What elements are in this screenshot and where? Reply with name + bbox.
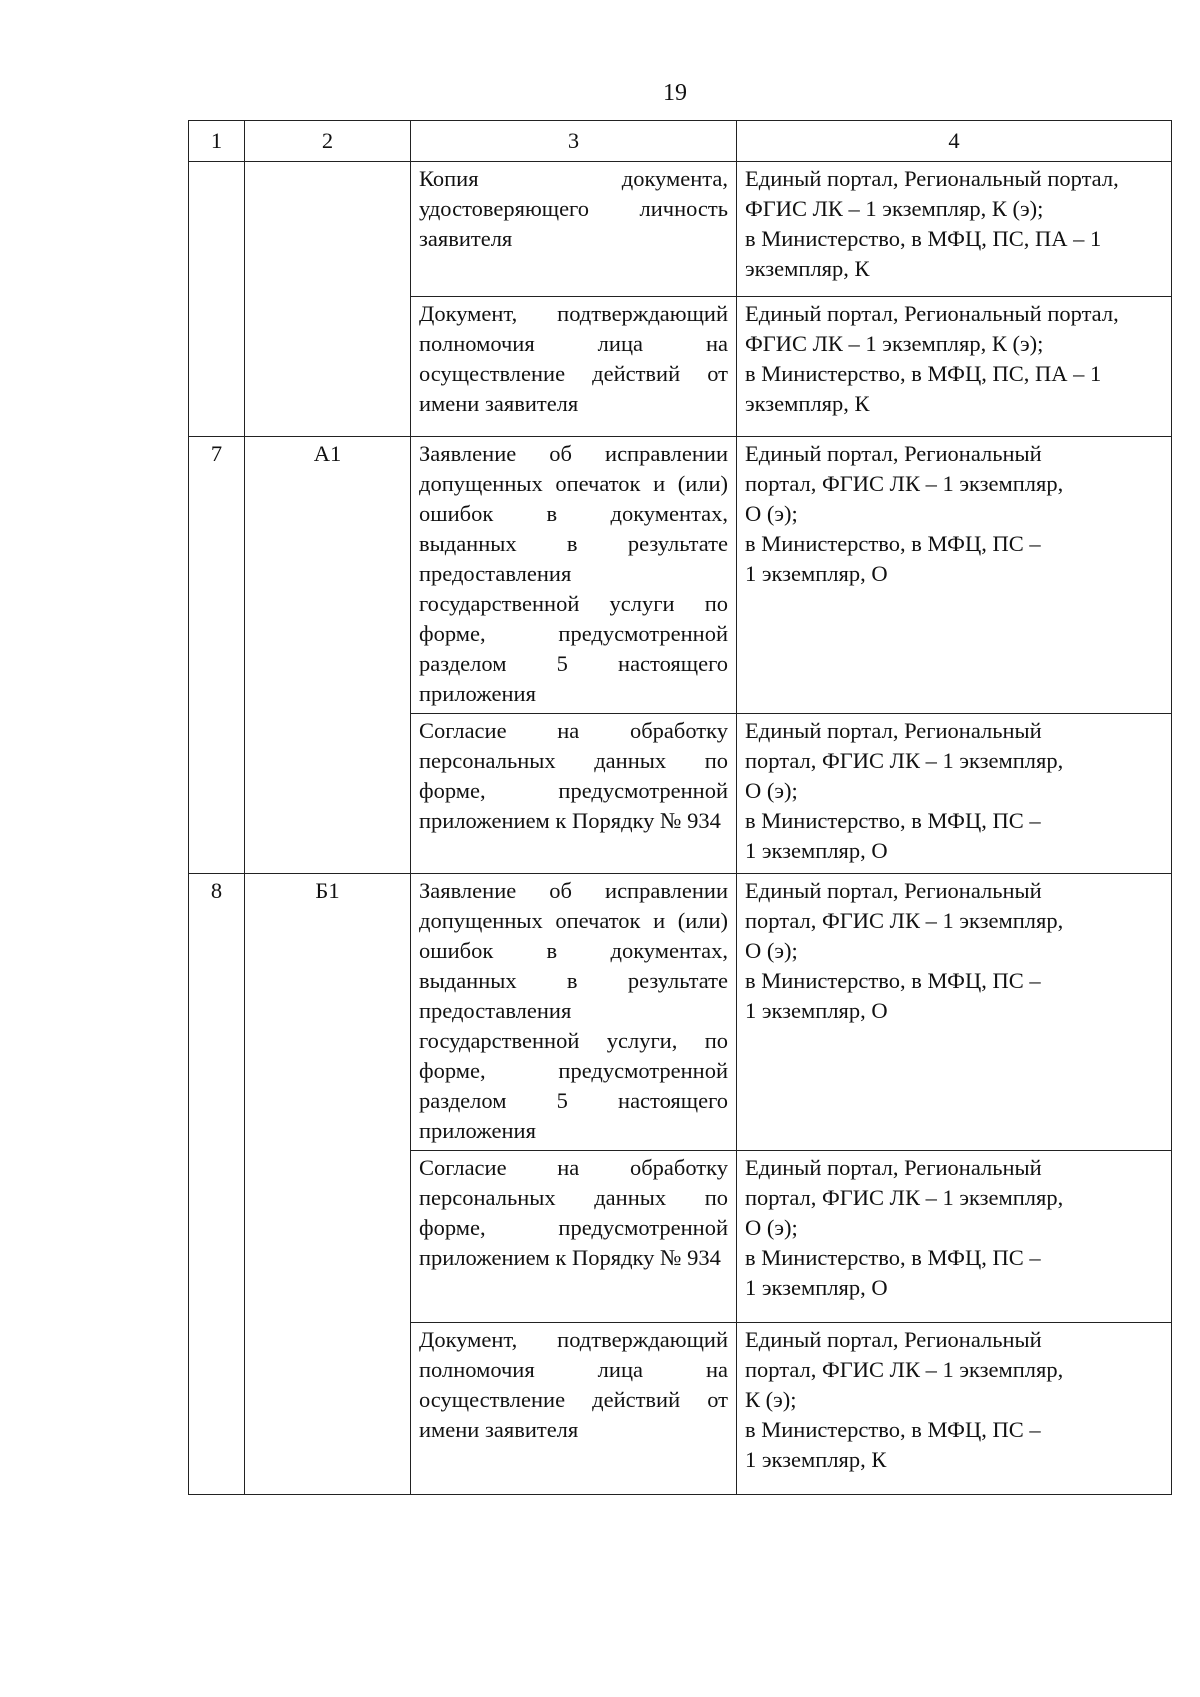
document-name-cell: Документ, подтверждающий полномочия лица на осуществление действий от имени заявителя: [411, 297, 737, 437]
submission-target-cell: Единый портал, Региональный портал, ФГИС ЛК – 1 экземпляр, К (э); в Министерство, в МФЦ, ПС, ПА – 1 экземпляр, К: [737, 162, 1172, 297]
row-code-cell: Б1: [245, 874, 411, 1495]
row-code-cell: А1: [245, 437, 411, 874]
header-cell: 3: [411, 121, 737, 162]
submission-target-cell: Единый портал, Региональный портал, ФГИС ЛК – 1 экземпляр, К (э); в Министерство, в МФЦ, ПС, ПА – 1 экземпляр, К: [737, 297, 1172, 437]
submission-target-cell: Единый портал, Региональный портал, ФГИС ЛК – 1 экземпляр, О (э); в Министерство, в МФЦ, ПС – 1 экземпляр, О: [737, 437, 1172, 714]
document-name-cell: Копия документа, удостоверяющего личность заявителя: [411, 162, 737, 297]
table-row: [189, 437, 1172, 714]
submission-target-cell: Единый портал, Региональный портал, ФГИС ЛК – 1 экземпляр, К (э); в Министерство, в МФЦ, ПС – 1 экземпляр, К: [737, 1323, 1172, 1495]
document-name-cell: Согласие на обработку персональных данных по форме, предусмотренной приложением к Порядку № 934: [411, 1151, 737, 1323]
row-number-cell: 7: [189, 437, 245, 874]
document-name-cell: Согласие на обработку персональных данных по форме, предусмотренной приложением к Порядку № 934: [411, 714, 737, 874]
page-number: 19: [663, 80, 687, 106]
submission-target-cell: Единый портал, Региональный портал, ФГИС ЛК – 1 экземпляр, О (э); в Министерство, в МФЦ, ПС – 1 экземпляр, О: [737, 714, 1172, 874]
document-name-cell: Документ, подтверждающий полномочия лица на осуществление действий от имени заявителя: [411, 1323, 737, 1495]
header-cell: 1: [189, 121, 245, 162]
document-name-cell: Заявление об исправлении допущенных опечаток и (или) ошибок в документах, выданных в результате предоставления государственной услуги по форме, предусмотренной разделом 5 настоящего приложения: [411, 437, 737, 714]
documents-table: [188, 120, 1172, 1495]
header-cell: 2: [245, 121, 411, 162]
submission-target-cell: Единый портал, Региональный портал, ФГИС ЛК – 1 экземпляр, О (э); в Министерство, в МФЦ, ПС – 1 экземпляр, О: [737, 874, 1172, 1151]
submission-target-cell: Единый портал, Региональный портал, ФГИС ЛК – 1 экземпляр, О (э); в Министерство, в МФЦ, ПС – 1 экземпляр, О: [737, 1151, 1172, 1323]
table-row: [189, 874, 1172, 1151]
document-name-cell: Заявление об исправлении допущенных опечаток и (или) ошибок в документах, выданных в результате предоставления государственной услуги, по форме, предусмотренной разделом 5 настоящего приложения: [411, 874, 737, 1151]
header-cell: 4: [737, 121, 1172, 162]
table-header-row: [189, 121, 1172, 162]
row-code-cell: [245, 162, 411, 437]
row-number-cell: [189, 162, 245, 437]
table-row: [189, 162, 1172, 297]
row-number-cell: 8: [189, 874, 245, 1495]
